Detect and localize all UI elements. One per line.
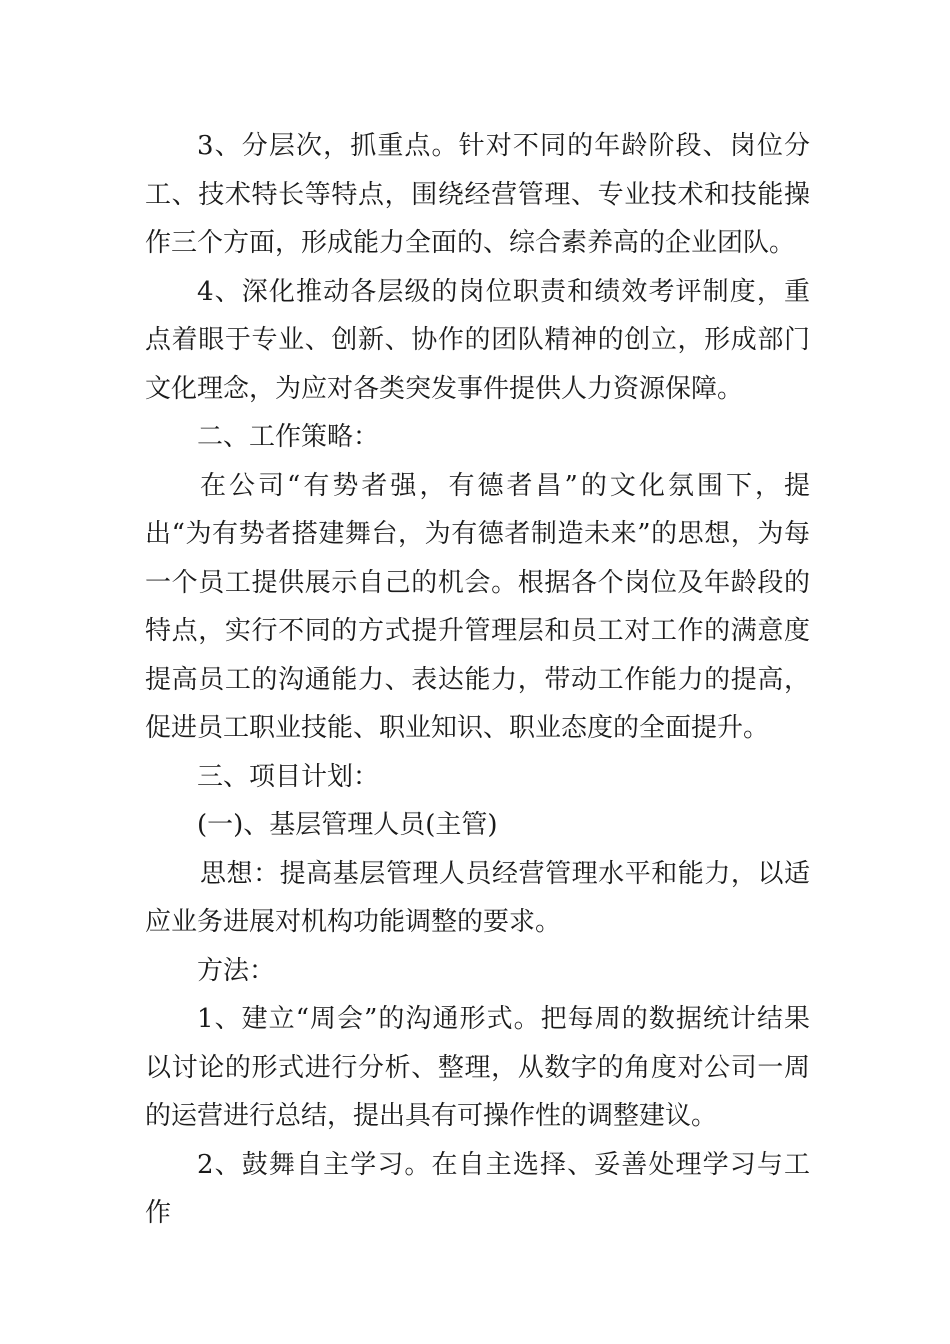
subheading-basic-managers: (一)、基层管理人员(主管)	[197, 810, 498, 840]
paragraph-method-2: 2、鼓舞自主学习。在自主选择、妥善处理学习与工作	[145, 1149, 810, 1228]
paragraph-thought: 思想：提高基层管理人员经营管理水平和能力，以适应业务进展对机构功能调整的要求。	[145, 858, 810, 937]
paragraph-item-4: 4、深化推动各层级的岗位职责和绩效考评制度，重点着眼于专业、创新、协作的团队精神的创立，形成部门文化理念，为应对各类突发事件提供人力资源保障。	[145, 276, 810, 404]
section-heading-work-strategy: 二、工作策略：	[197, 422, 380, 452]
subheading-method: 方法：	[197, 955, 276, 986]
section-heading-project-plan: 三、项目计划：	[197, 761, 380, 792]
document-body	[145, 122, 810, 1238]
paragraph-method-1: 1、建立“周会”的沟通形式。把每周的数据统计结果以讨论的形式进行分析、整理，从数字的角度对公司一周的运营进行总结，提出具有可操作性的调整建议。	[145, 1004, 810, 1131]
paragraph-item-3: 3、分层次，抓重点。针对不同的年龄阶段、岗位分工、技术特长等特点，围绕经营管理、专业技术和技能操作三个方面，形成能力全面的、综合素养高的企业团队。	[145, 131, 810, 258]
paragraph-strategy-body: 在公司“有势者强，有德者昌”的文化氛围下，提出“为有势者搭建舞台，为有德者制造未来”的思想，为每一个员工提供展示自己的机会。根据各个岗位及年龄段的特点，实行不同的方式提升管理层和员工对工作的满意度提高员工的沟通能力、表达能力，带动工作能力的提高，促进员工职业技能、职业知识、职业态度的全面提升。	[145, 470, 810, 743]
